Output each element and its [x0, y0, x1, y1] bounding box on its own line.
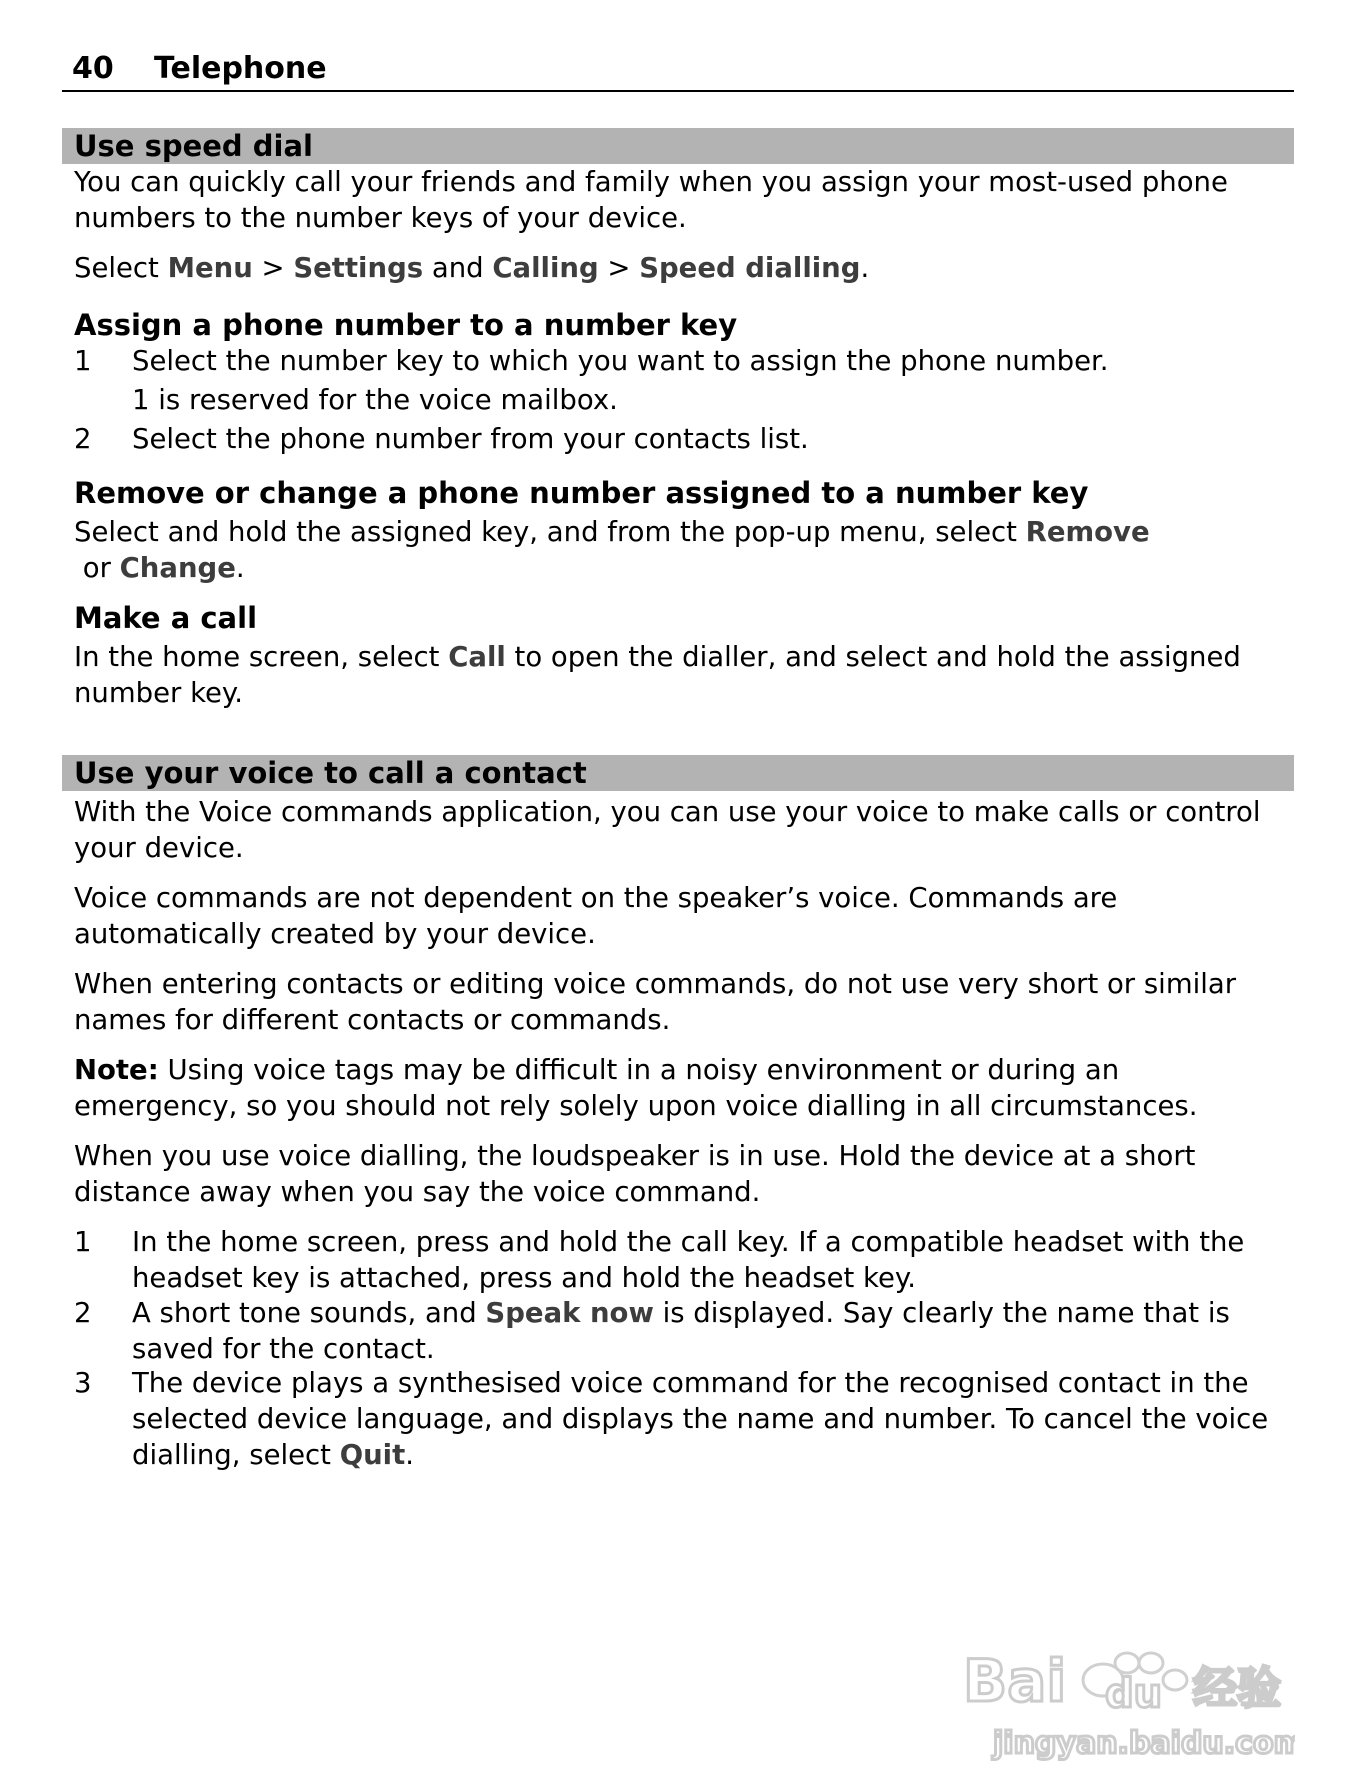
- svg-text:jingyan.baidu.com: jingyan.baidu.com: [993, 1726, 1295, 1761]
- step-text: The device plays a synthesised voice command for the recognised contact in the selected device language, and displays the name and number. To cancel the voice dialling, select Quit.: [132, 1367, 1269, 1471]
- voice-paragraph-4: When you use voice dialling, the loudspeaker is in use. Hold the device at a short distance away when you say the voice command.: [74, 1140, 1196, 1208]
- speak-now-label: Speak now: [485, 1297, 654, 1329]
- chapter-title: Telephone: [154, 51, 327, 86]
- step-text: Select the phone number from your contacts list.: [132, 423, 809, 455]
- note-label: Note:: [74, 1054, 159, 1086]
- speed-dial-menu-path: Select Menu > Settings and Calling > Speed dialling.: [74, 252, 870, 284]
- svg-text:Bai: Bai: [963, 1647, 1067, 1715]
- step-note: 1 is reserved for the voice mailbox.: [132, 384, 618, 416]
- step-text: A short tone sounds, and Speak now is displayed. Say clearly the name that is saved for the contact.: [132, 1297, 1230, 1365]
- baidu-watermark: [955, 1635, 1295, 1765]
- voice-paragraph-1: With the Voice commands application, you can use your voice to make calls or control your device.: [74, 796, 1261, 864]
- step-text: In the home screen, press and hold the call key. If a compatible headset with the headset key is attached, press and hold the headset key.: [132, 1226, 1245, 1294]
- remove-heading: Remove or change a phone number assigned to a number key: [74, 476, 1089, 510]
- step-text: Select the number key to which you want to assign the phone number.: [132, 345, 1109, 377]
- voice-paragraph-3: When entering contacts or editing voice commands, do not use very short or similar names for different contacts or commands.: [74, 968, 1237, 1036]
- svg-text:经验: 经验: [1193, 1663, 1281, 1714]
- running-header: [62, 50, 1294, 92]
- make-call-text: In the home screen, select Call to open the dialler, and select and hold the assigned number key.: [74, 641, 1241, 709]
- speed-dial-intro: You can quickly call your friends and family when you assign your most-used phone numbers to the number keys of your device.: [74, 166, 1228, 234]
- svg-text:du: du: [1105, 1671, 1163, 1717]
- quit-label: Quit: [339, 1439, 406, 1471]
- section-heading-speed-dial: Use speed dial: [62, 128, 1294, 164]
- make-call-heading: Make a call: [74, 601, 258, 635]
- voice-step-2: [74, 1295, 1279, 1367]
- assign-step-2: [74, 421, 1279, 457]
- remove-label: Remove: [1025, 516, 1150, 548]
- note-text: Using voice tags may be difficult in a noisy environment or during an emergency, so you should not rely solely upon voice dialling in all circumstances.: [74, 1054, 1198, 1122]
- settings-label: Settings: [293, 252, 424, 284]
- voice-step-1: [74, 1224, 1279, 1296]
- step-number: 1: [74, 1226, 92, 1258]
- assign-heading: Assign a phone number to a number key: [74, 308, 738, 342]
- call-label: Call: [448, 641, 506, 673]
- voice-step-3: [74, 1365, 1279, 1473]
- step-number: 2: [74, 1297, 92, 1329]
- calling-label: Calling: [492, 252, 599, 284]
- baidu-logo-icon: [955, 1635, 1295, 1765]
- page-number: 40: [72, 51, 114, 86]
- step-number: 2: [74, 423, 92, 455]
- step-number: 3: [74, 1367, 92, 1399]
- speed-dialling-label: Speed dialling: [639, 252, 861, 284]
- change-label: Change: [119, 552, 236, 584]
- voice-note: [74, 1052, 1279, 1124]
- assign-step-1: [74, 343, 1279, 418]
- remove-text: Select and hold the assigned key, and from the pop-up menu, select Remove or Change.: [74, 516, 1150, 584]
- section-heading-voice-call: Use your voice to call a contact: [62, 755, 1294, 791]
- menu-label: Menu: [167, 252, 253, 284]
- voice-paragraph-2: Voice commands are not dependent on the speaker’s voice. Commands are automatically created by your device.: [74, 882, 1118, 950]
- step-number: 1: [74, 345, 92, 377]
